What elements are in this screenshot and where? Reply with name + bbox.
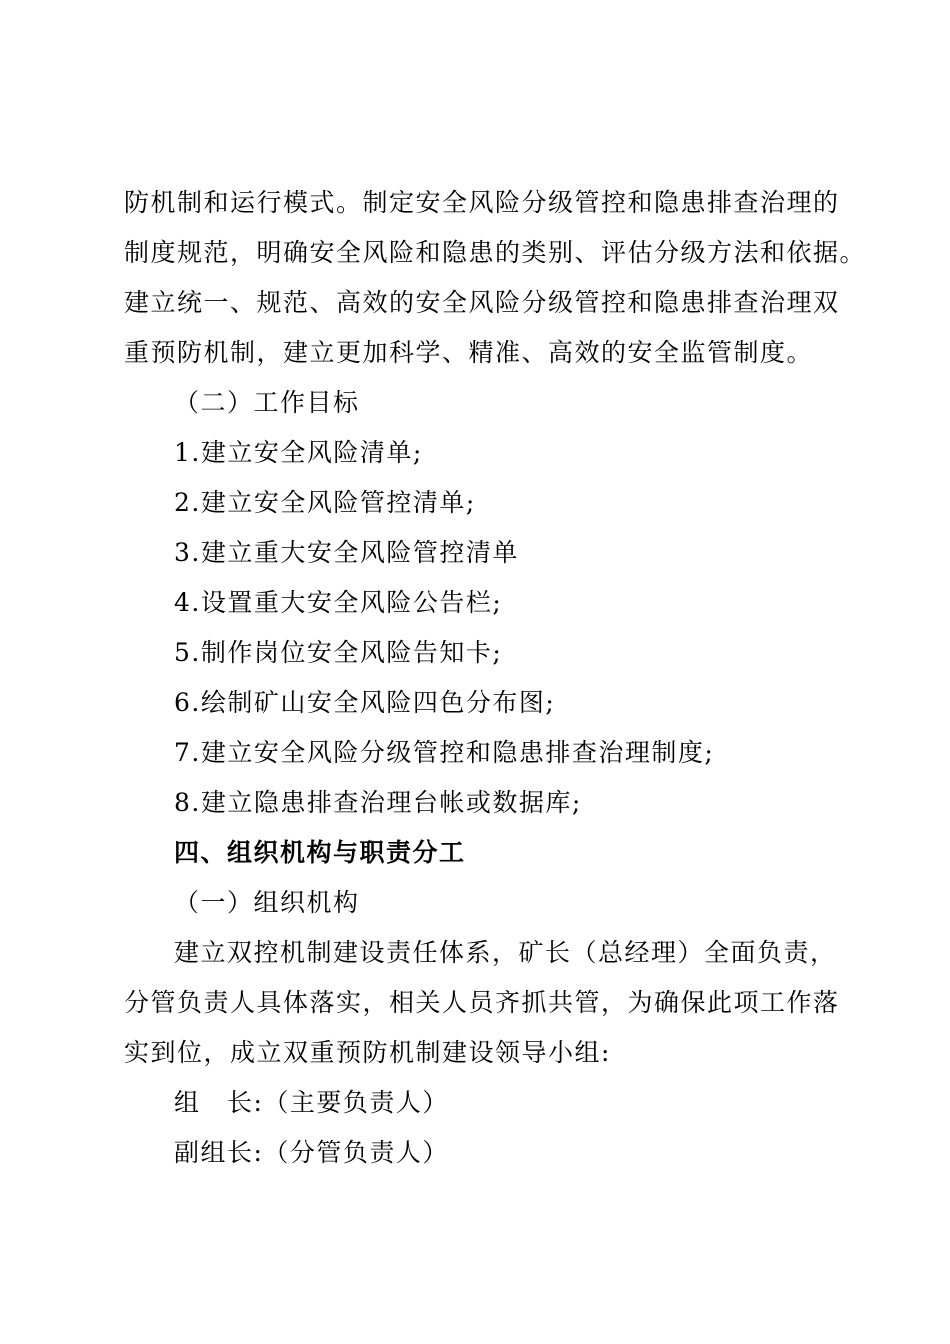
paragraph-line: 建立双控机制建设责任体系，矿长（总经理）全面负责， bbox=[174, 938, 837, 967]
goal-item: 1.建立安全风险清单; bbox=[174, 438, 423, 467]
paragraph-line: 制度规范，明确安全风险和隐患的类别、评估分级方法和依据。 bbox=[124, 238, 867, 267]
goal-item: 6.绘制矿山安全风险四色分布图; bbox=[174, 688, 556, 717]
paragraph-line: 建立统一、规范、高效的安全风险分级管控和隐患排查治理双 bbox=[124, 288, 840, 317]
paragraph-line: 重预防机制，建立更加科学、精准、高效的安全监管制度。 bbox=[124, 338, 814, 367]
sub-heading-organization: （一）组织机构 bbox=[174, 888, 360, 917]
paragraph-line: 分管负责人具体落实，相关人员齐抓共管，为确保此项工作落 bbox=[124, 988, 840, 1017]
leader-line: 组 长:（主要负责人） bbox=[174, 1088, 449, 1117]
goal-item: 7.建立安全风险分级管控和隐患排查治理制度; bbox=[174, 738, 715, 767]
goal-item: 5.制作岗位安全风险告知卡; bbox=[174, 638, 503, 667]
paragraph-line: 防机制和运行模式。制定安全风险分级管控和隐患排查治理的 bbox=[124, 188, 840, 217]
deputy-leader-line: 副组长:（分管负责人） bbox=[174, 1138, 449, 1167]
section-heading-organization: 四、组织机构与职责分工 bbox=[174, 838, 466, 867]
section-heading-work-goals: （二）工作目标 bbox=[174, 388, 360, 417]
goal-item: 2.建立安全风险管控清单; bbox=[174, 488, 476, 517]
paragraph-line: 实到位，成立双重预防机制建设领导小组: bbox=[124, 1038, 611, 1067]
goal-item: 3.建立重大安全风险管控清单 bbox=[174, 538, 519, 567]
goal-item: 8.建立隐患排查治理台帐或数据库; bbox=[174, 788, 582, 817]
goal-item: 4.设置重大安全风险公告栏; bbox=[174, 588, 503, 617]
